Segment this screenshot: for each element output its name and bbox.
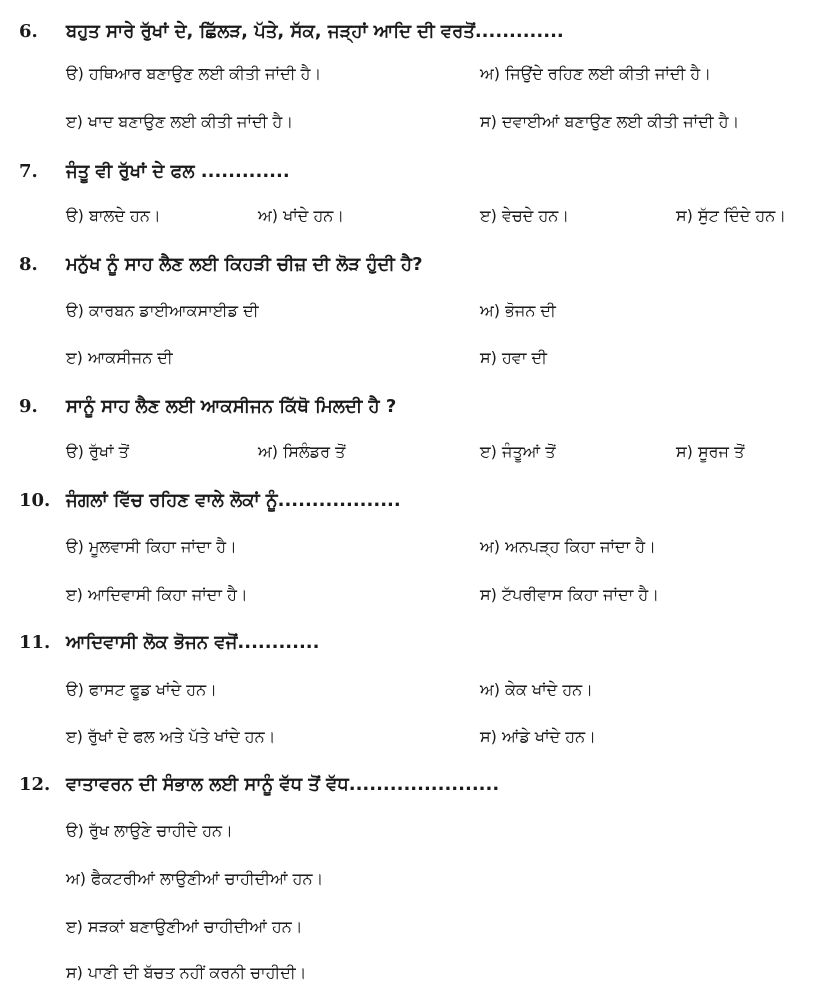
option-a: ੳ) ਹਥਿਆਰ ਬਣਾਉਣ ਲਈ ਕੀਤੀ ਜਾਂਦੀ ਹੈ। xyxy=(66,64,322,83)
option-b: ਅ) ਖਾਂਦੇ ਹਨ। xyxy=(258,206,345,225)
question-8 xyxy=(0,245,831,285)
option-d: ਸ) ਹਵਾ ਦੀ xyxy=(480,348,547,367)
question-9 xyxy=(0,387,831,427)
question-number: 11. xyxy=(19,632,51,653)
question-text: ਜੰਗਲਾਂ ਵਿੱਚ ਰਹਿਣ ਵਾਲੇ ਲੋਕਾਂ ਨੂੰ.................. xyxy=(66,490,401,511)
question-text: ਬਹੁਤ ਸਾਰੇ ਰੁੱਖਾਂ ਦੇ, ਛਿੱਲੜ, ਪੱਤੇ, ਸੱਕ, ਜੜ੍ਹਾਂ ਆਦਿ ਦੀ ਵਰਤੋਂ............. xyxy=(66,21,564,42)
option-d: ਸ) ਪਾਣੀ ਦੀ ਬੱਚਤ ਨਹੀਂ ਕਰਨੀ ਚਾਹੀਦੀ। xyxy=(66,963,307,982)
option-b: ਅ) ਭੋਜਨ ਦੀ xyxy=(480,301,556,320)
question-number: 7. xyxy=(19,161,38,182)
option-b: ਅ) ਕੇਕ ਖਾਂਦੇ ਹਨ। xyxy=(480,680,593,699)
question-text: ਮਨੁੱਖ ਨੂੰ ਸਾਹ ਲੈਣ ਲਈ ਕਿਹੜੀ ਚੀਜ਼ ਦੀ ਲੋੜ ਹੁੰਦੀ ਹੈ? xyxy=(66,254,423,275)
question-text: ਸਾਨੂੰ ਸਾਹ ਲੈਣ ਲਈ ਆਕਸੀਜਨ ਕਿੱਥੋ ਮਿਲਦੀ ਹੈ ? xyxy=(66,396,397,417)
option-b: ਅ) ਫੈਕਟਰੀਆਂ ਲਾਉਣੀਆਂ ਚਾਹੀਦੀਆਂ ਹਨ। xyxy=(66,869,324,888)
question-text: ਆਦਿਵਾਸੀ ਲੋਕ ਭੋਜਨ ਵਜੋਂ............ xyxy=(66,632,320,653)
question-7 xyxy=(0,152,831,192)
option-c: ੲ) ਰੁੱਖਾਂ ਦੇ ਫਲ ਅਤੇ ਪੱਤੇ ਖਾਂਦੇ ਹਨ। xyxy=(66,727,276,746)
question-6 xyxy=(0,12,831,52)
option-d: ਸ) ਸੂਰਜ ਤੋਂ xyxy=(676,442,745,461)
option-a: ੳ) ਫਾਸਟ ਫੂਡ ਖਾਂਦੇ ਹਨ। xyxy=(66,680,217,699)
option-c: ੲ) ਆਦਿਵਾਸੀ ਕਿਹਾ ਜਾਂਦਾ ਹੈ। xyxy=(66,585,248,604)
option-a: ੳ) ਰੁੱਖਾਂ ਤੋਂ xyxy=(66,442,129,461)
option-d: ਸ) ਆਂਡੇ ਖਾਂਦੇ ਹਨ। xyxy=(480,727,596,746)
question-number: 9. xyxy=(19,396,38,417)
option-c: ੲ) ਜੰਤੂਆਂ ਤੋਂ xyxy=(480,442,556,461)
question-text: ਜੰਤੂ ਵੀ ਰੁੱਖਾਂ ਦੇ ਫਲ ............. xyxy=(66,161,290,182)
question-10 xyxy=(0,481,831,521)
option-a: ੳ) ਰੁੱਖ ਲਾਉਣੇ ਚਾਹੀਦੇ ਹਨ। xyxy=(66,821,233,840)
option-a: ੳ) ਬਾਲਦੇ ਹਨ। xyxy=(66,206,161,225)
option-c: ੲ) ਖਾਦ ਬਣਾਉਣ ਲਈ ਕੀਤੀ ਜਾਂਦੀ ਹੈ। xyxy=(66,112,294,131)
question-12 xyxy=(0,765,831,805)
option-b: ਅ) ਸਿਲੰਡਰ ਤੋਂ xyxy=(258,442,346,461)
question-number: 6. xyxy=(19,21,38,42)
option-d: ਸ) ਸੁੱਟ ਦਿੰਦੇ ਹਨ। xyxy=(676,206,787,225)
option-c: ੲ) ਸੜਕਾਂ ਬਣਾਉਣੀਆਂ ਚਾਹੀਦੀਆਂ ਹਨ। xyxy=(66,917,303,936)
question-number: 10. xyxy=(19,490,51,511)
option-a: ੳ) ਕਾਰਬਨ ਡਾਈਆਕਸਾਈਡ ਦੀ xyxy=(66,301,259,320)
question-number: 8. xyxy=(19,254,38,275)
option-c: ੲ) ਵੇਚਦੇ ਹਨ। xyxy=(480,206,570,225)
question-11 xyxy=(0,623,831,663)
option-c: ੲ) ਆਕਸੀਜਨ ਦੀ xyxy=(66,348,173,367)
question-text: ਵਾਤਾਵਰਨ ਦੀ ਸੰਭਾਲ ਲਈ ਸਾਨੂੰ ਵੱਧ ਤੋਂ ਵੱਧ...................... xyxy=(66,774,500,795)
question-number: 12. xyxy=(19,774,51,795)
option-a: ੳ) ਮੂਲਵਾਸੀ ਕਿਹਾ ਜਾਂਦਾ ਹੈ। xyxy=(66,537,237,556)
option-d: ਸ) ਦਵਾਈਆਂ ਬਣਾਉਣ ਲਈ ਕੀਤੀ ਜਾਂਦੀ ਹੈ। xyxy=(480,112,740,131)
option-b: ਅ) ਅਨਪੜ੍ਹ ਕਿਹਾ ਜਾਂਦਾ ਹੈ। xyxy=(480,537,656,556)
option-b: ਅ) ਜਿਉਂਦੇ ਰਹਿਣ ਲਈ ਕੀਤੀ ਜਾਂਦੀ ਹੈ। xyxy=(480,64,712,83)
option-d: ਸ) ਟੱਪਰੀਵਾਸ ਕਿਹਾ ਜਾਂਦਾ ਹੈ। xyxy=(480,585,660,604)
